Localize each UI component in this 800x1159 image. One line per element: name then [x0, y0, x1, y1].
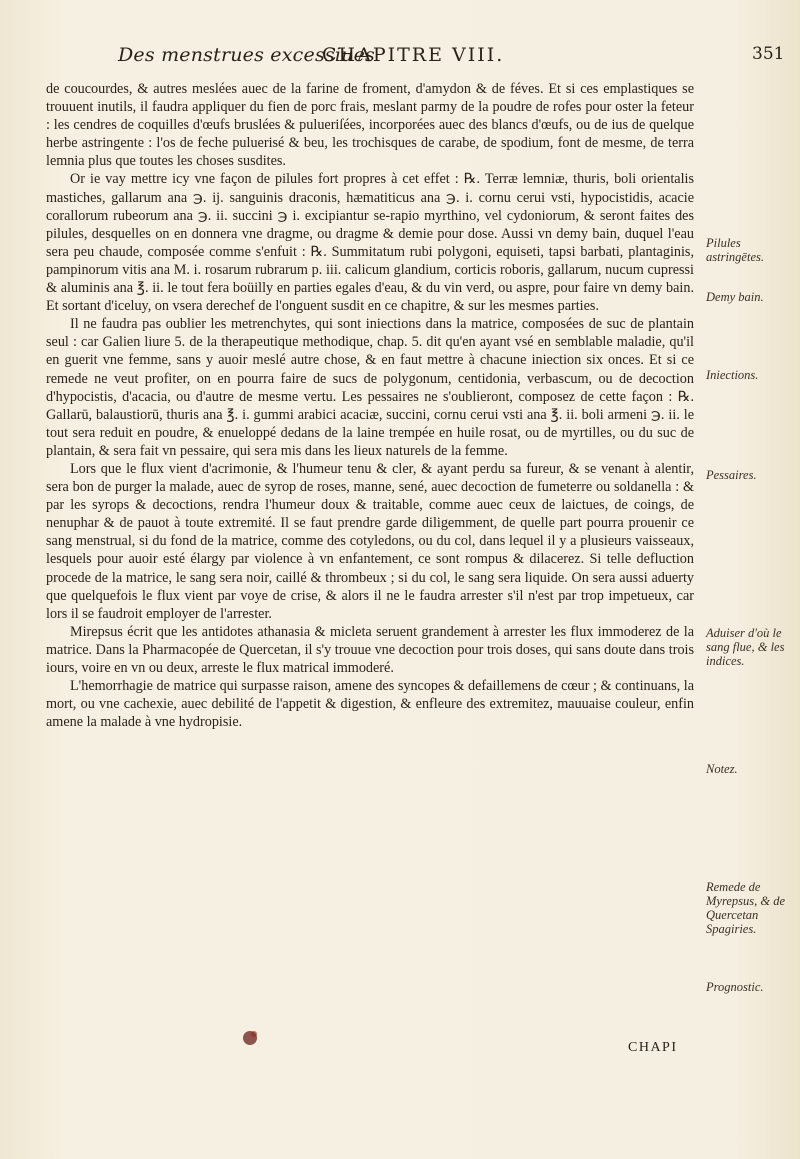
body-text: [46, 80, 694, 731]
page-number: 351: [752, 44, 785, 64]
paragraph-acrimonie: Lors que le flux vient d'acrimonie, & l'humeur tenu & cler, & ayant perdu sa fureur, & se venant à alentir, sera bon de purger la malade, auec de syrop de roses, manne, sené, auec decoction de fumeterre ou soldanella : & par les syrops & decoctions, rendra l'humeur doux & traitable, comme auec ceux de laictues, de coings, de nenuphar & de pauot à toute extremité. Il se faut prendre garde diligemment, de quelle part pourra prouenir ce sang menstrual, si du fond de la matrice, comme des cotyledons, ou du col, dans lequel il y a plusieurs vaisseaux, lesquels pour auoir esté élargy par violence à vn enfantement, ce sont rompus & dilacerez. Si telle defluction procede de la matrice, le sang sera noir, caillé & thrombeux ; si du col, le sang sera liquide. On sera aussi aduerty que quelquefois le flux vient par voye de crise, & alors il ne le faudra arrester s'il n'est par trop impetueux, car lors il se faudroit employer de l'arrester.: [46, 460, 694, 622]
margin-note-prognostic: Prognostic.: [706, 980, 764, 994]
paragraph-intro: de coucourdes, & autres meslées auec de la farine de froment, d'amydon & de féves. Et si ces emplastiques se trouuent inutils, il faudra appliquer du fien de porc frais, meslant parmy de la poudre de rofes pour oster la feteur : les cendres de coquilles d'œufs bruslées & pulueriſées, incorporées auec des blancs d'œufs, ou de ius de quelque herbe astringente : l'os de feche puluerisé & beu, les trochisques de carabe, de spodium, font de mesme, de terra lemnia plus que toutes les choses susdites.: [46, 81, 694, 170]
catchword: CHAPI: [628, 1040, 678, 1055]
ink-stain-mark: [232, 1018, 292, 1058]
margin-note-pilules: Pilules astringētes.: [706, 236, 764, 264]
margin-note-aduiser: Aduiser d'où le sang flue, & les indices.: [706, 626, 785, 668]
margin-note-notez: Notez.: [706, 762, 738, 776]
margin-note-pessaires: Pessaires.: [706, 468, 757, 482]
running-header: [0, 44, 800, 78]
paragraph-iniections: Il ne faudra pas oublier les metrenchytes, qui sont iniections dans la matrice, composées de suc de plantain seul : car Galien liure 5. de la therapeutique methodique, chap. 5. dit qu'en ayant vsé en semblable maladie, qu'il en guerit vne femme, sans y auoir meslé autre chose, & en faut mettre à chacune iniection six onces. Et si ce remede ne veut profiter, on en pourra faire de sucs de polygonum, centidonia, verbascum, ou de decoction d'hypocistis, d'acacia, ou d'autre de mesme vertu. Les pessaires ne s'oublieront, composez de cette façon : ℞. Gallarū, balaustiorū, thuris ana ℥. i. gummi arabici acaciæ, succini, cornu cerui vsti ana ℥. ii. boli armeni ℈. ii. le tout sera reduit en poudre, & enueloppé dedans de la laine trempée en huile rosat, ou de myrtilles, ou du suc de plantain, & sera fait vn pessaire, qui sera mis dans les lieux naturels de la femme.: [46, 316, 694, 459]
chapter-heading: CHAPITRE VIII.: [322, 44, 505, 66]
running-title: Des menstrues excessiues: [118, 44, 375, 66]
margin-note-iniections: Iniections.: [706, 368, 759, 382]
paragraph-mirepsus: Mirepsus écrit que les antidotes athanasia & micleta seruent grandement à arrester les flux immoderez de la matrice. Dans la Pharmacopée de Quercetan, il s'y trouue vne decoction pour trois doses, qui sans doute dans trois iours, voire en vn ou deux, arreste le flux matrical immoderé.: [46, 623, 694, 676]
margin-note-demy-bain: Demy bain.: [706, 290, 764, 304]
paragraph-pilules: Or ie vay mettre icy vne façon de pilules fort propres à cet effet : ℞. Terræ lemniæ, thuris, boli orientalis mastiches, gallarum ana ℈. ij. sanguinis draconis, hæmatiticus ana ℈. i. cornu cerui vsti, hypocistidis, acacie corallorum rubeorum ana ℈. ii. succini ℈ i. excipiantur se-rapio myrthino, vel cydoniorum, & seront faites des pilules, desquelles on en donnera vne dragme, ou dragme & demie pour dose. Aussi vn demy bain, duquel l'eau sera peu chaude, composée comme s'enfuit : ℞. Summitatum rubi polygoni, equiseti, tapsi barbati, plantaginis, pampinorum vitis ana M. i. rosarum rubrarum p. iii. calicum glandium, corticis roboris, gallarum, nucum cupressi & aluminis ana ℥. ii. le tout fera boüilly en parties egales d'eau, & du vin verd, ou aspre, pour faire vn demy bain. Et sortant d'iceluy, on vsera derechef de l'onguent susdit en ce chapitre, & sur les mesmes parties.: [46, 171, 694, 315]
paragraph-prognostic: L'hemorrhagie de matrice qui surpasse raison, amene des syncopes & defaillemens de cœur ; & continuans, la mort, ou vne cachexie, auec debilité de l'appetit & digestion, & enfleure des extremitez, mauuaise couleur, enfin amene la malade à vne hydropisie.: [46, 678, 694, 731]
margin-note-remede: Remede de Myrepsus, & de Quercetan Spagiries.: [706, 880, 786, 936]
